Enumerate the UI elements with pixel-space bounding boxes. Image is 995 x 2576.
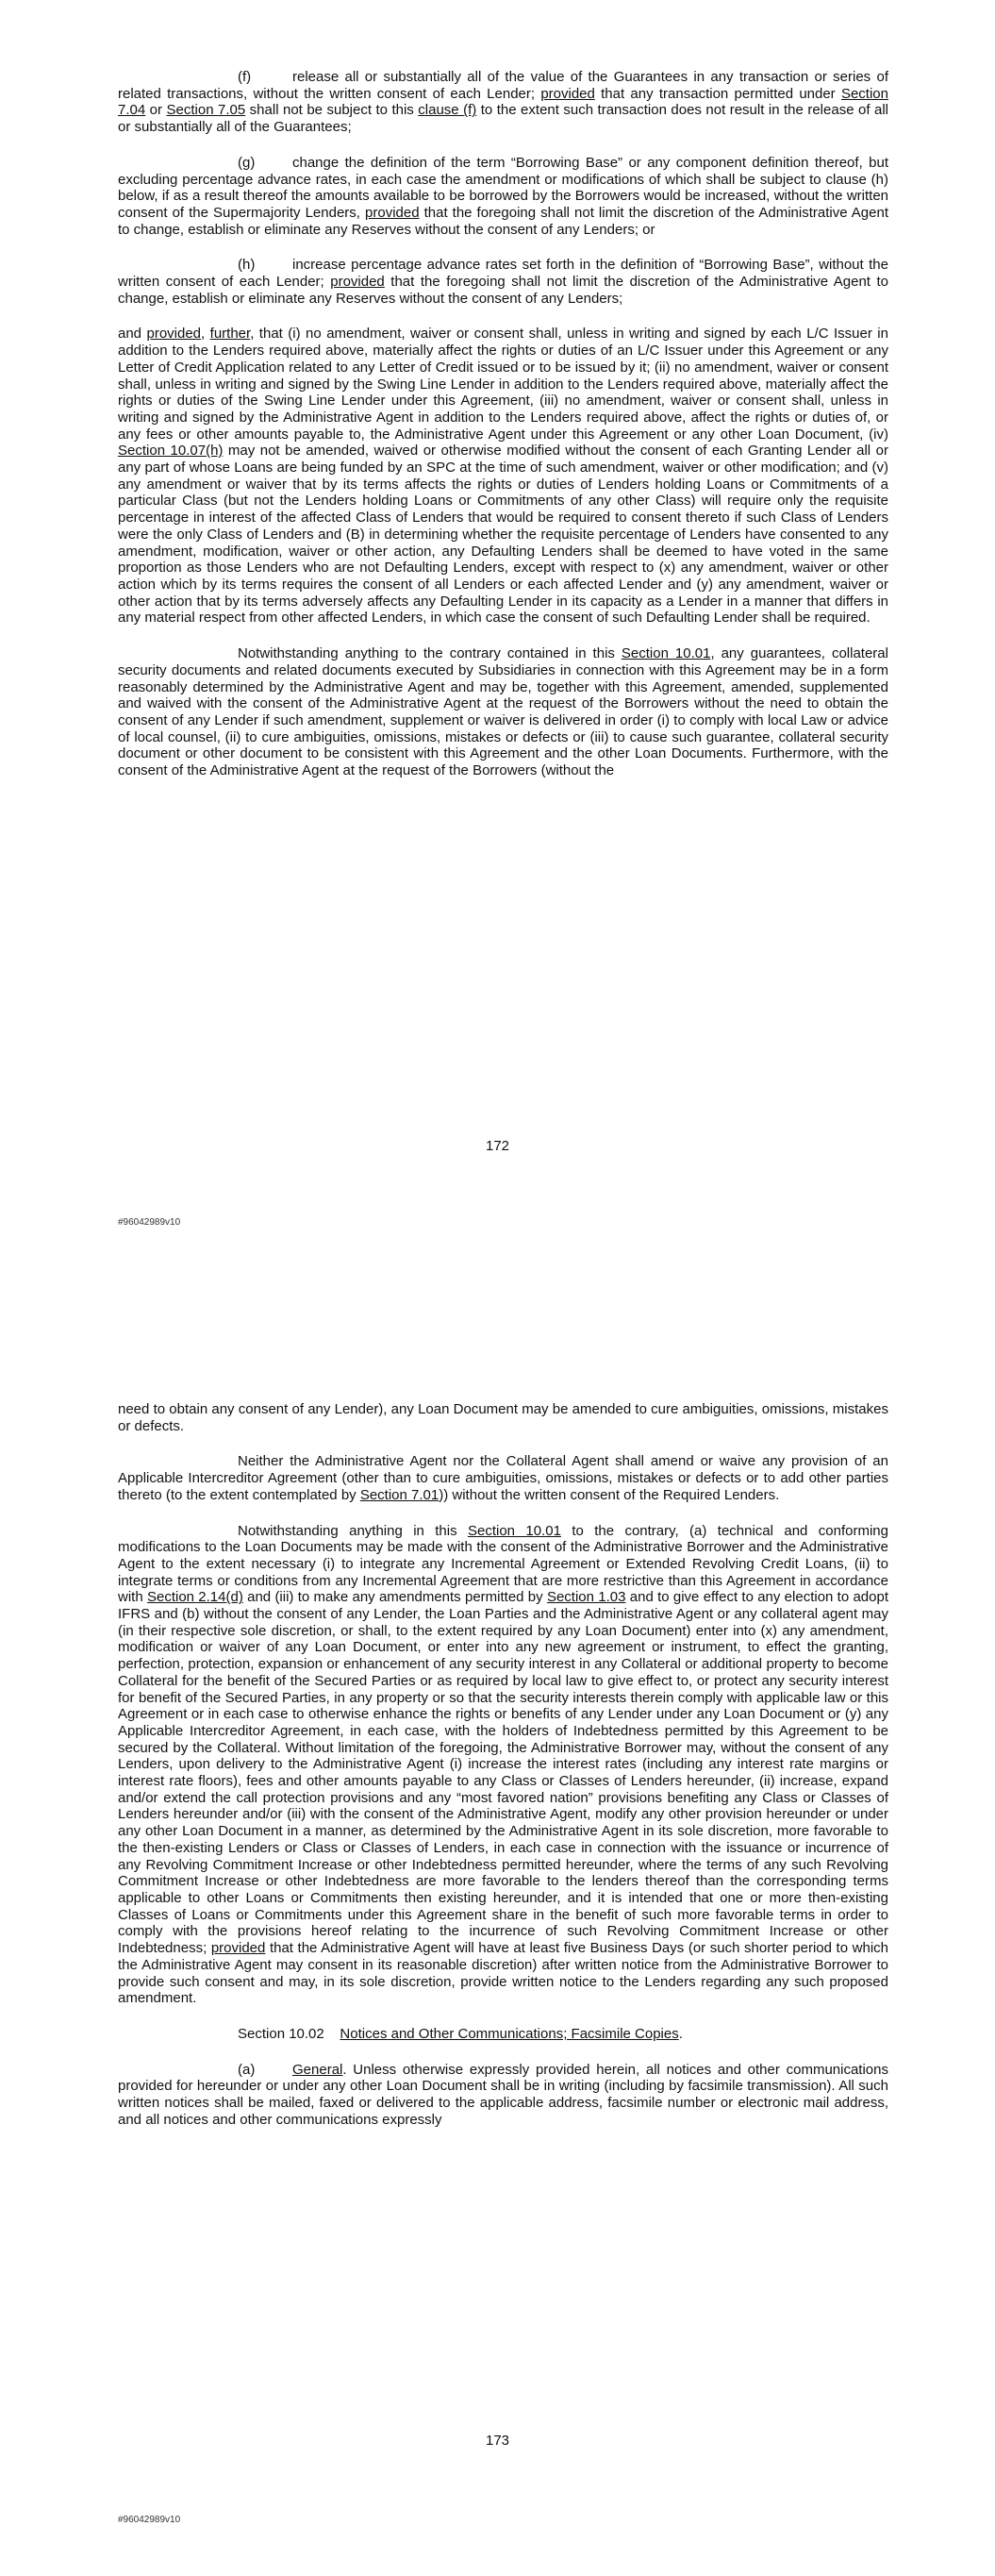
section-number: Section 10.02 — [238, 2025, 324, 2042]
clause-h-label: (h) — [238, 257, 256, 274]
clause-f-label: (f) — [238, 69, 252, 85]
notwithstanding-paragraph-1: Notwithstanding anything to the contrary contained in this Section 10.01, any guarantees, collateral security documents and related documents executed by Subsidiaries in connection with this Agreement may be in a form reasonably determined by the Administrative Agent and may be, together with this Agreement, amended, supplemented and waived with the consent of the Administrative Agent at the request of the Borrowers without the need to obtain the consent of any Lender if such amendment, supplement or waiver is delivered in order (i) to comply with local Law or advice of local counsel, (ii) to cure ambiguities, omissions, mistakes or defects or (iii) to cause such guarantee, collateral security document or other document to be consistent with this Agreement and the other Loan Documents. Furthermore, with the consent of the Administrative Agent at the request of the Borrowers (without the — [118, 645, 888, 779]
section-2-14-d-ref[interactable]: Section 2.14(d) — [146, 1589, 243, 1606]
section-10-01-ref[interactable]: Section 10.01 — [467, 1522, 561, 1539]
clause-g: (g) change the definition of the term “Borrowing Base” or any component definition thereof, but excluding percentage advance rates, in each case the amendment or modifications of which shall be subject to clause (h) below, if as a result thereof the amounts available to be borrowed by the Borrowers would be increased, without the written consent of the Supermajority Lenders, provided that the foregoing shall not limit the discretion of the Administrative Agent to change, establish or eliminate any Reserves without the consent of any Lenders; or — [118, 154, 888, 238]
clause-h: (h) increase percentage advance rates set forth in the definition of “Borrowing Base”, without the written consent of each Lender; provided that the foregoing shall not limit the discretion of the Administrative Agent to change, establish or eliminate any Reserves without the consent of any Lenders; — [118, 257, 888, 307]
provided-term: provided — [210, 1940, 266, 1957]
neither-paragraph: Neither the Administrative Agent nor the Collateral Agent shall amend or waive any provision of an Applicable Intercreditor Agreement (other than to cure ambiguities, omissions, mistakes or defects or to add other parties thereto (to the extent contemplated by Section 7.01)) without the written consent of the Required Lenders. — [118, 1453, 888, 1503]
section-10-07-h-ref[interactable]: Section 10.07(h) — [118, 443, 224, 460]
section-10-02-heading: Section 10.02 Notices and Other Communications; Facsimile Copies. — [238, 2025, 683, 2042]
notwithstanding-paragraph-2: Notwithstanding anything in this Section 10.01 to the contrary, (a) technical and conforming modifications to the Loan Documents may be made with the consent of the Administrative Borrower and the Administrative Agent to the extent necessary (i) to integrate any Incremental Agreement or Extended Revolving Credit Loans, (ii) to integrate terms or conditions from any Incremental Agreement that are more restrictive than this Agreement in accordance with Section 2.14(d) and (iii) to make any amendments permitted by Section 1.03 and to give effect to any election to adopt IFRS and (b) without the consent of any Lender, the Loan Parties and the Administrative Agent or any collateral agent may (in their respective sole discretion, or shall, to the extent required by any Loan Document) enter into (x) any amendment, modification or waiver of any Loan Document, or enter into any new agreement or instrument, to effect the granting, perfection, protection, expansion or enhancement of any security interest in any Collateral or additional property to become Collateral for the benefit of the Secured Parties or as required by local law to give effect to, or protect any security interest for benefit of the Secured Parties, in any property or so that the security interests therein comply with applicable law or this Agreement or in each case to otherwise enhance the rights or benefits of any Lender under any Loan Document or (y) any Applicable Intercreditor Agreement, in each case, with the holders of Indebtedness permitted by this Agreement to be secured by the Collateral. Without limitation of the foregoing, the Administrative Borrower may, without the consent of any Lenders, upon delivery to the Administrative Agent (i) increase the interest rates (including any interest rate margins or interest rate floors), fees and other amounts payable to any Class or Classes of Lenders hereunder, (ii) increase, expand and/or extend the call protection provisions and any “most favored nation” provisions benefiting any Class or Classes of Lenders hereunder and/or (iii) with the consent of the Administrative Agent, modify any other provision hereunder or under any other Loan Document in a manner, as determined by the Administrative Agent in its sole discretion, more favorable to the then-existing Lenders or Class or Classes of Lenders, in each case in connection with the issuance or incurrence of any Revolving Commitment Increase or other Indebtedness permitted hereunder, where the terms of any such Revolving Commitment Increase or other Indebtedness are more favorable to the lenders thereof than the corresponding terms applicable to other Loans or Commitments then existing hereunder, and it is intended that one or more then-existing Classes of Loans or Commitments under this Agreement share in the benefit of such more favorable terms in order to comply with the provisions hereof relating to the incurrence of such Revolving Commitment Increase or other Indebtedness; provided that the Administrative Agent will have at least five Business Days (or such shorter period to which the Administrative Agent may consent in its reasonable discretion) after written notice from the Administrative Borrower to provide such consent and may, in its sole discretion, provide written notice to the Lenders regarding any such proposed amendment. — [118, 1522, 889, 2007]
provided-term: provided — [330, 274, 385, 291]
section-7-01-ref[interactable]: Section 7.01 — [359, 1486, 439, 1503]
proviso-paragraph: and provided, further, that (i) no amendment, waiver or consent shall, unless in writing and signed by each L/C Issuer in addition to the Lenders required above, materially affect the rights or duties of an L/C Issuer under this Agreement or any Letter of Credit Application related to any Letter of Credit issued or to be issued by it; (ii) no amendment, waiver or consent shall, unless in writing and signed by the Swing Line Lender in addition to the Lenders required above, materially affect the rights or duties of the Swing Line Lender under this Agreement, (iii) no amendment, waiver or consent shall, unless in writing and signed by the Administrative Agent in addition to the Lenders required above, affect the rights or duties of, or any fees or other amounts payable to, the Administrative Agent under this Agreement or any other Loan Document, (iv) Section 10.07(h) may not be amended, waived or otherwise modified without the consent of each Granting Lender all or any part of whose Loans are being funded by an SPC at the time of such amendment, waiver or other modification; and (v) any amendment or waiver that by its terms affects the rights or duties of Lenders holding Loans or Commitments of a particular Class (but not the Lenders holding Loans or Commitments of any other Class) will require only the requisite percentage in interest of the affected Class of Lenders that would be required to consent thereto if such Class of Lenders were the only Class of Lenders and (B) in determining whether the requisite percentage of Lenders have consented to any amendment, modification, waiver or other action, any Defaulting Lenders shall be deemed to have voted in the same proportion as those Lenders who are not Defaulting Lenders, except with respect to (x) any amendment, waiver or other action which by its terms requires the consent of all Lenders or each affected Lender and (y) any amendment, waiver or other action that by its terms adversely affects any Defaulting Lender in its capacity as a Lender in a manner that differs in any material respect from other affected Lenders, in which case the consent of such Defaulting Lender shall be required. — [118, 326, 888, 627]
continuation-paragraph: need to obtain any consent of any Lender), any Loan Document may be amended to cure ambiguities, omissions, mistakes or defects. — [118, 1401, 888, 1434]
section-7-05-ref[interactable]: Section 7.05 — [166, 102, 246, 119]
clause-f-ref[interactable]: clause (f) — [418, 102, 477, 119]
general-title: General — [292, 2061, 343, 2078]
page-172-body — [118, 69, 888, 779]
further-term: further — [209, 326, 251, 343]
clause-f: (f) release all or substantially all of the value of the Guarantees in any transaction or series of related transactions, without the written consent of each Lender; provided that any transaction permitted under Section 7.04 or Section 7.05 shall not be subject to this clause (f) to the extent such transaction does not result in the release of all or substantially all of the Guarantees; — [118, 69, 889, 136]
page-173 — [0, 1288, 995, 2576]
clause-a-label: (a) — [238, 2061, 256, 2078]
provided-term: provided — [146, 326, 202, 343]
provided-term: provided — [365, 204, 420, 221]
section-10-01-ref[interactable]: Section 10.01 — [621, 645, 711, 662]
section-7-04-ref[interactable]: Section 7.04 — [118, 85, 888, 119]
section-1-03-ref[interactable]: Section 1.03 — [546, 1589, 626, 1606]
document-id: #96042989v10 — [118, 1217, 181, 1228]
page-173-body — [118, 1401, 888, 2128]
section-title: Notices and Other Communications; Facsimile Copies — [340, 2025, 679, 2042]
page-number: 172 — [485, 1138, 510, 1154]
provided-term: provided — [540, 85, 595, 102]
document-id: #96042989v10 — [118, 2515, 181, 2525]
page-number: 173 — [485, 2433, 510, 2449]
general-paragraph: (a) General. Unless otherwise expressly provided herein, all notices and other communications provided for hereunder or under any other Loan Document shall be in writing (including by facsimile transmission). All such written notices shall be mailed, faxed or delivered to the applicable address, facsimile number or electronic mail address, and all notices and other communications expressly — [118, 2061, 888, 2128]
clause-g-label: (g) — [238, 154, 256, 171]
